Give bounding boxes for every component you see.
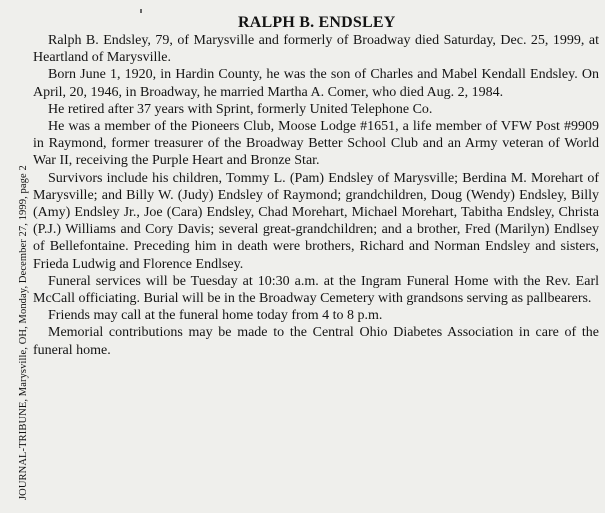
paragraph-birth-marriage: Born June 1, 1920, in Hardin County, he was the son of Charles and Mabel Kendall Endsley. On April, 20, 1946, in Broadway, he married Martha A. Comer, who died Aug. 2, 1984. bbox=[33, 67, 599, 100]
speck bbox=[140, 9, 142, 13]
cropped-text-fragment bbox=[70, 0, 400, 5]
obituary-headline: RALPH B. ENDSLEY bbox=[238, 14, 396, 31]
paragraph-funeral-services: Funeral services will be Tuesday at 10:30 a.m. at the Ingram Funeral Home with the Rev. Earl McCall officiating. Burial will be in the Broadway Cemetery with grandsons serving as pallbearers. bbox=[33, 273, 599, 307]
paragraph-survivors: Survivors include his children, Tommy L. (Pam) Endsley of Marysville; Berdina M. Morehart of Marysville; and Billy W. (Judy) Endsley of Raymond; grandchildren, Doug (Wendy) Endsley, Billy (Amy) Endsley Jr., Joe (Cara) Endsley, Chad Morehart, Michael Morehart, Tabitha Endsley, Christa (P.J.) Williams and Cory Davis; several great-grandchildren; and a brother, Fred (Marilyn) Endlsey of Bellefontaine. Preceding him in death were brothers, Richard and Norman Endsley and sisters, Frieda Ludwig and Florence Endlsey. bbox=[33, 170, 599, 272]
obituary-body bbox=[33, 32, 599, 359]
source-citation: JOURNAL-TRIBUNE, Marysville, OH, Monday, December 27, 1999, page 2 bbox=[18, 165, 29, 500]
paragraph-death-notice: Ralph B. Endsley, 79, of Marysville and formerly of Broadway died Saturday, Dec. 25, 1999, at Heartland of Marysville. bbox=[33, 33, 599, 66]
paragraph-memorial: Memorial contributions may be made to the Central Ohio Diabetes Association in care of the funeral home. bbox=[33, 325, 599, 358]
paragraph-career: He retired after 37 years with Sprint, formerly United Telephone Co. bbox=[48, 101, 433, 117]
cropped-text-marks bbox=[70, 0, 400, 5]
paragraph-visitation: Friends may call at the funeral home today from 4 to 8 p.m. bbox=[48, 308, 383, 324]
paragraph-memberships: He was a member of the Pioneers Club, Moose Lodge #1651, a life member of VFW Post #9909 in Raymond, former treasurer of the Broadway Better School Club and an Army veteran of World War II, receiving the Purple Heart and Bronze Star. bbox=[33, 119, 599, 169]
